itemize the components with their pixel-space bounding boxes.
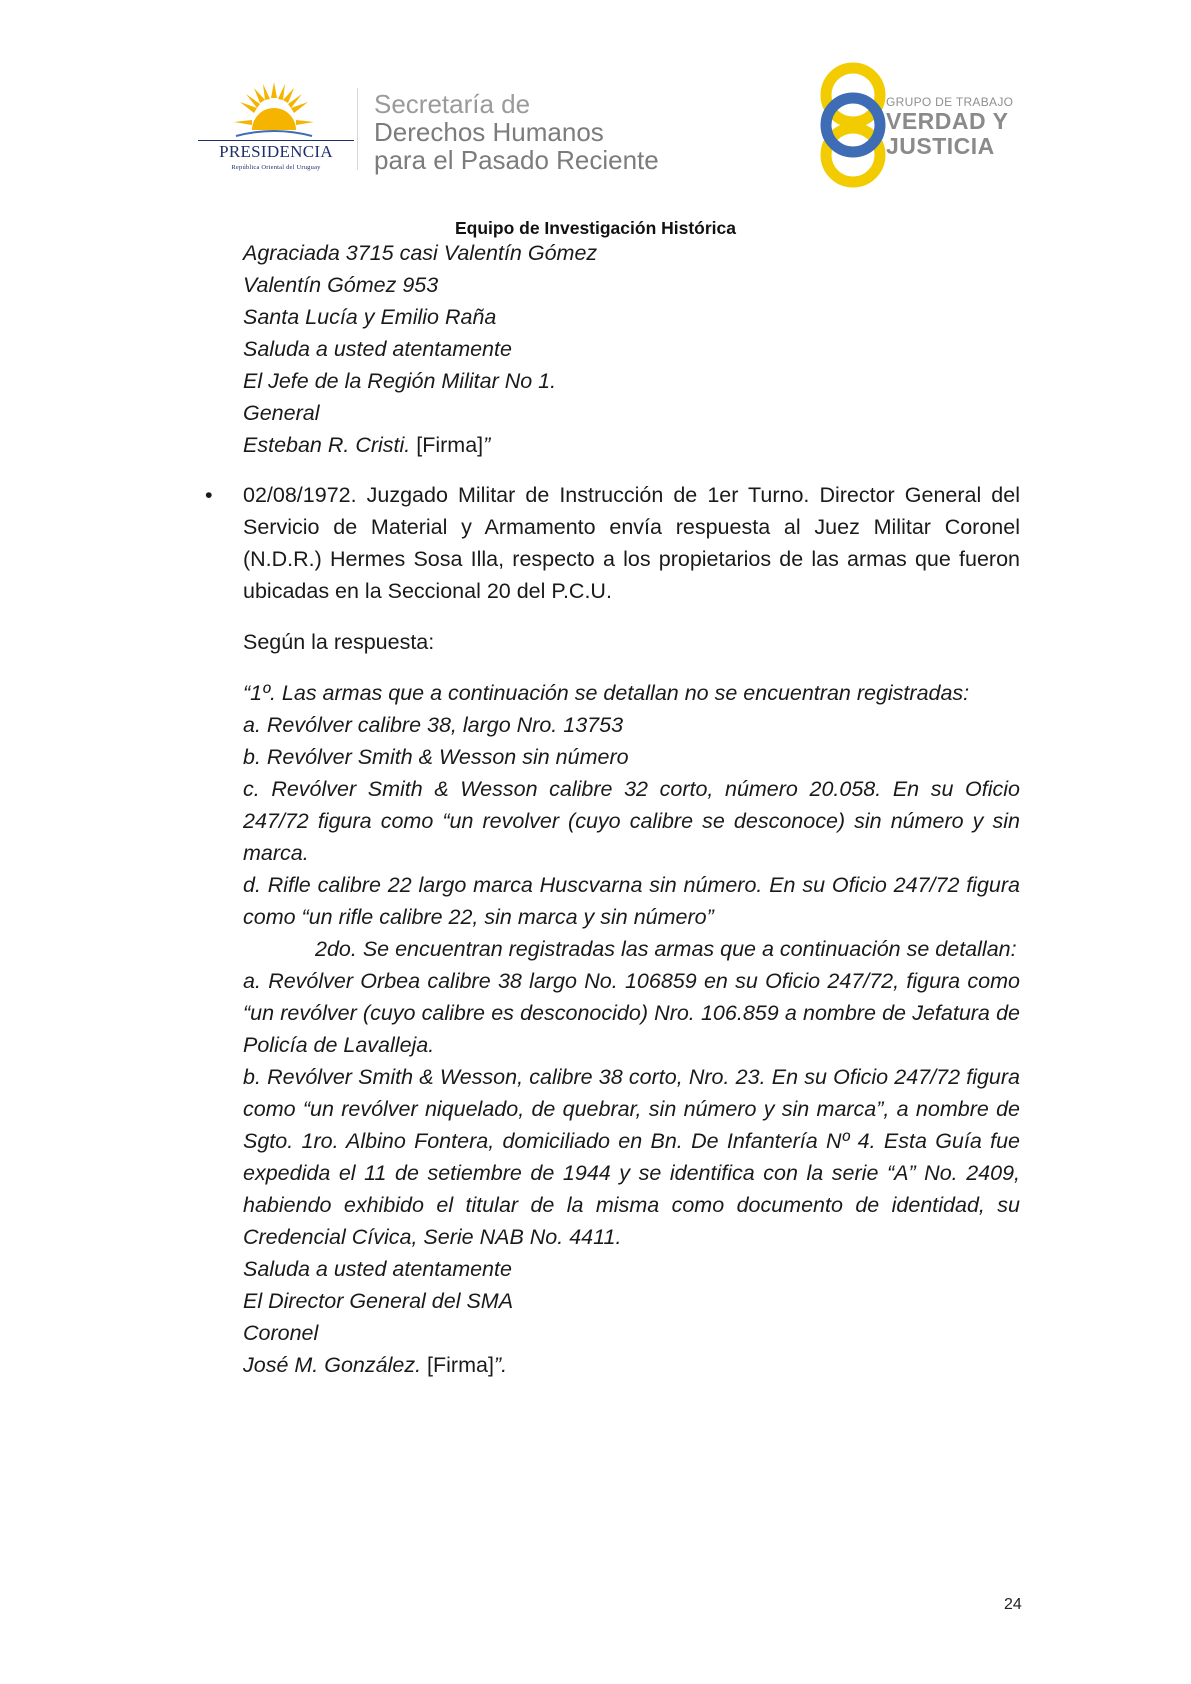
justicia-label: JUSTICIA: [886, 133, 995, 159]
bullet-icon: •: [205, 483, 213, 507]
secretaria-logo-text: [374, 90, 659, 174]
closing-line: El Director General del SMA: [243, 1289, 514, 1313]
quote-line: Santa Lucía y Emilio Raña: [243, 305, 497, 329]
entry-paragraph: 02/08/1972. Juzgado Militar de Instrucción de 1er Turno. Director General del Servicio de Material y Armamento envía respuesta al Juez Militar Coronel (N.D.R.) Hermes Sosa Illa, respecto a los propietarios de las armas que fueron ubicadas en la Seccional 20 del P.C.U.: [243, 483, 1020, 603]
firma-mark: [Firma]: [427, 1353, 494, 1377]
quoted-response: [243, 677, 1020, 1381]
signature-name: José M. González.: [243, 1353, 422, 1377]
segun-paragraph: Según la respuesta:: [243, 630, 435, 654]
secretaria-line-1: Secretaría de: [374, 89, 531, 119]
point-1-item-c: c. Revólver Smith & Wesson calibre 32 corto, número 20.058. En su Oficio 247/72 figura como “un revolver (cuyo calibre se desconoce) sin número y sin marca.: [243, 777, 1020, 865]
secretaria-line-2: Derechos Humanos: [374, 117, 604, 147]
page-number: 24: [1004, 1596, 1022, 1613]
signature-line: [243, 1349, 1020, 1381]
point-1-item-b: b. Revólver Smith & Wesson sin número: [243, 745, 629, 769]
team-heading: Equipo de Investigación Histórica: [454, 218, 737, 238]
secretaria-line-3: para el Pasado Reciente: [374, 145, 659, 175]
grupo-trabajo-label: GRUPO DE TRABAJO: [886, 95, 1014, 109]
closing-block: [243, 1253, 1020, 1381]
presidencia-label: PRESIDENCIA: [219, 142, 333, 161]
point-1: “1º. Las armas que a continuación se detallan no se encuentran registradas:: [243, 681, 970, 705]
verdad-label: VERDAD Y: [886, 108, 1009, 134]
quote-line: General: [243, 401, 320, 425]
page-header: [0, 0, 1191, 210]
quote-line: Saluda a usted atentamente: [243, 337, 512, 361]
closing-line: Saluda a usted atentamente: [243, 1257, 512, 1281]
quote-line: El Jefe de la Región Militar No 1.: [243, 369, 557, 393]
quote-continuation: [243, 237, 1020, 461]
firma-mark: [Firma]: [416, 433, 484, 457]
signature-line: [243, 429, 1020, 461]
closing-quote: ”.: [493, 1353, 508, 1377]
point-2-item-b: b. Revólver Smith & Wesson, calibre 38 corto, Nro. 23. En su Oficio 247/72 figura como “un revólver niquelado, de quebrar, sin número y sin marca”, a nombre de Sgto. 1ro. Albino Fontera, domiciliado en Bn. De Infantería Nº 4. Esta Guía fue expedida el 11 de setiembre de 1944 y se identifica con la serie “A” No. 2409, habiendo exhibido el titular de la misma como documento de identidad, su Credencial Cívica, Serie NAB No. 4411.: [243, 1065, 1020, 1249]
quote-line: Valentín Gómez 953: [243, 273, 439, 297]
point-1-item-a: a. Revólver calibre 38, largo Nro. 13753: [243, 713, 624, 737]
presidencia-sun-logo: [232, 80, 316, 140]
closing-quote: ”: [483, 433, 491, 457]
presidencia-divider: [198, 140, 354, 141]
quote-line: Agraciada 3715 casi Valentín Gómez: [243, 241, 598, 265]
header-divider: [357, 88, 358, 170]
point-1-item-d: d. Rifle calibre 22 largo marca Huscvarna sin número. En su Oficio 247/72 figura como “un rifle calibre 22, sin marca y sin número”: [243, 873, 1020, 929]
signature-name: Esteban R. Cristi.: [243, 433, 411, 457]
point-2-item-a: a. Revólver Orbea calibre 38 largo No. 106859 en su Oficio 247/72, figura como “un revólver (cuyo calibre es desconocido) Nro. 106.859 a nombre de Jefatura de Policía de Lavalleja.: [243, 969, 1020, 1057]
grupo-trabajo-logo-text: [886, 95, 1013, 159]
presidencia-subtitle: República Oriental del Uruguay: [231, 164, 321, 171]
point-2: 2do. Se encuentran registradas las armas que a continuación se detallan:: [315, 937, 1017, 961]
closing-line: Coronel: [243, 1321, 319, 1345]
